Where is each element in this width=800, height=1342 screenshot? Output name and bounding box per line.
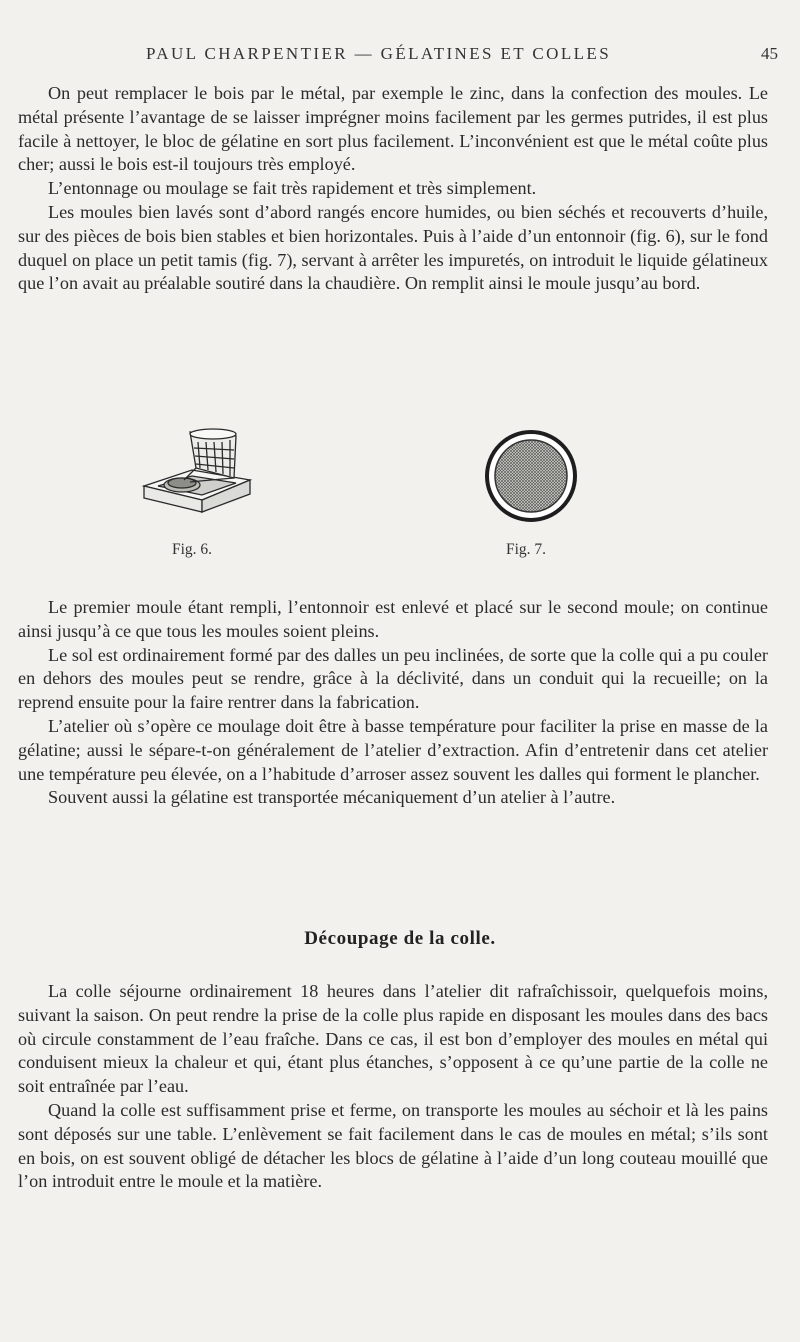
text-block-top: [18, 82, 768, 296]
text-block-bottom: [18, 980, 768, 1194]
page-header: [18, 44, 780, 72]
section-heading: Découpage de la colle.: [304, 928, 496, 949]
running-title: PAUL CHARPENTIER — GÉLATINES ET COLLES: [146, 44, 612, 63]
funnel-mold-illustration: [140, 422, 255, 517]
paragraph: Les moules bien lavés sont d’abord rangés encore humides, ou bien séchés et recouverts d’huile, sur des pièces de bois bien stables et bien horizontales. Puis à l’aide d’un entonnoir (fig. 6), sur le fond duquel on place un petit tamis (fig. 7), servant à arrêter les impuretés, on introduit le liquide gélatineux que l’on avait au préalable soutiré dans la chaudière. On remplit ainsi le moule jusqu’au bord.: [18, 201, 768, 294]
paragraph: Quand la colle est suffisamment prise et ferme, on transporte les moules au séchoir et là les pains sont déposés sur une table. L’enlèvement se fait facilement dans le cas de moules en métal; s’ils sont en bois, on est souvent obligé de détacher les blocs de gélatine à l’aide d’un long couteau mouillé que l’on introduit entre le moule et la matière.: [18, 1099, 768, 1192]
figure-6-caption: Fig. 6.: [172, 541, 213, 558]
text-block-middle: [18, 596, 768, 810]
paragraph: Le premier moule étant rempli, l’entonnoir est enlevé et placé sur le second moule; on continue ainsi jusqu’à ce que tous les moules soient pleins.: [18, 597, 768, 641]
paragraph: La colle séjourne ordinairement 18 heures dans l’atelier dit rafraîchissoir, quelquefois moins, suivant la saison. On peut rendre la prise de la colle plus rapide en disposant les moules dans des bacs où circule constamment de l’eau fraîche. Dans ce cas, il est bon d’employer des moules en métal qui conduisent mieux la chaleur et qui, étant plus étanches, s’opposent à ce qu’une partie de la colle ne soit entraînée par l’eau.: [18, 981, 768, 1097]
paragraph: L’entonnage ou moulage se fait très rapidement et très simplement.: [48, 178, 537, 199]
paragraph: Souvent aussi la gélatine est transportée mécaniquement d’un atelier à l’autre.: [48, 787, 616, 808]
figure-7-caption: Fig. 7.: [506, 541, 547, 558]
page-number: 45: [761, 44, 778, 63]
paragraph: Le sol est ordinairement formé par des dalles un peu inclinées, de sorte que la colle qui a pu couler en dehors des moules peut se rendre, grâce à la déclivité, dans un conduit qui la recueille; on la reprend ensuite pour la faire rentrer dans la fabrication.: [18, 644, 768, 713]
paragraph: On peut remplacer le bois par le métal, par exemple le zinc, dans la confection des moules. Le métal présente l’avantage de se laisser imprégner moins facilement par les germes putrides, il est plus facile à nettoyer, le bloc de gélatine en sort plus facilement. L’inconvénient est que le métal coûte plus cher; aussi le bois est-il toujours très employé.: [18, 83, 768, 175]
sieve-illustration: [484, 430, 584, 522]
paragraph: L’atelier où s’opère ce moulage doit être à basse température pour faciliter la prise en masse de la gélatine; aussi le sépare-t-on généralement de l’atelier d’extraction. Afin d’entretenir dans cet atelier une température peu élevée, on a l’habitude d’arroser assez souvent les dalles qui forment le plancher.: [18, 715, 768, 784]
figure-7: [484, 430, 584, 522]
figure-6: [140, 422, 255, 517]
